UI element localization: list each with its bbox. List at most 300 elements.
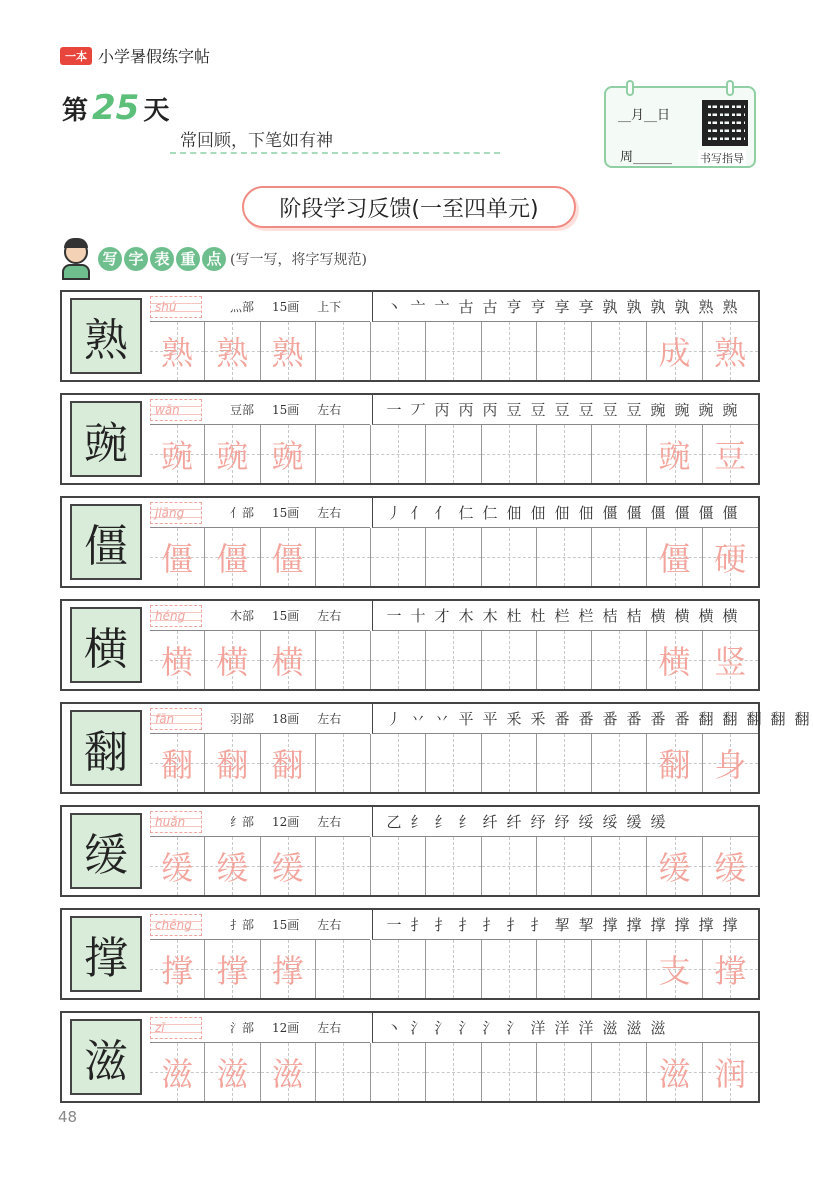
- writing-cell[interactable]: [703, 528, 758, 586]
- stroke-step: 佃: [578, 504, 594, 522]
- stroke-step: 享: [578, 298, 594, 316]
- stroke-step: 僵: [650, 504, 666, 522]
- writing-cell[interactable]: [150, 528, 205, 586]
- page-number: 48: [58, 1108, 78, 1126]
- trace-char: 熟: [271, 334, 304, 372]
- stroke-step: 丶: [386, 298, 402, 316]
- writing-cell[interactable]: [647, 528, 702, 586]
- writing-cell[interactable]: [426, 837, 481, 895]
- writing-cell[interactable]: [592, 940, 647, 998]
- stroke-step: 撑: [674, 916, 690, 934]
- qr-label: 书写指导: [700, 152, 744, 165]
- writing-cell[interactable]: [703, 322, 758, 380]
- writing-grid: [150, 425, 758, 483]
- char-meta: [230, 298, 341, 315]
- writing-grid: [150, 837, 758, 895]
- stroke-step: 横: [698, 607, 714, 625]
- writing-grid: [150, 528, 758, 586]
- writing-cell[interactable]: [205, 837, 260, 895]
- structure: 左右: [317, 506, 342, 520]
- stroke-step: 绥: [602, 813, 618, 831]
- writing-cell[interactable]: [703, 1043, 758, 1101]
- writing-cell[interactable]: [426, 528, 481, 586]
- stroke-step: 纾: [530, 813, 546, 831]
- writing-cell[interactable]: [261, 528, 316, 586]
- stroke-step: 僵: [626, 504, 642, 522]
- stroke-count: 12画: [272, 1021, 300, 1035]
- stroke-order: [372, 1013, 758, 1043]
- stroke-step: 僵: [722, 504, 738, 522]
- writing-grid: [150, 734, 758, 792]
- writing-cell[interactable]: [316, 1043, 371, 1101]
- stroke-step: 豆: [578, 401, 594, 419]
- char-meta: [230, 504, 341, 521]
- writing-cell[interactable]: [150, 837, 205, 895]
- writing-cell[interactable]: [482, 631, 537, 689]
- writing-grid: [150, 322, 758, 380]
- word-char: 身: [714, 746, 747, 784]
- subheader-title: [98, 247, 226, 271]
- trace-char: 豌: [161, 437, 194, 475]
- stroke-step: 豆: [554, 401, 570, 419]
- stroke-step: 纤: [506, 813, 522, 831]
- stroke-step: 僵: [674, 504, 690, 522]
- writing-cell[interactable]: [703, 940, 758, 998]
- writing-cell[interactable]: [371, 425, 426, 483]
- stroke-order: [372, 498, 758, 528]
- writing-cell[interactable]: [205, 1043, 260, 1101]
- stroke-step: 熟: [698, 298, 714, 316]
- stroke-step: 栏: [554, 607, 570, 625]
- model-char: 豌: [70, 401, 142, 477]
- writing-cell[interactable]: [205, 940, 260, 998]
- stroke-step: 氵: [482, 1019, 498, 1037]
- stroke-count: 15画: [272, 300, 300, 314]
- model-char: 横: [70, 607, 142, 683]
- stroke-step: 氵: [410, 1019, 426, 1037]
- stroke-step: 纤: [482, 813, 498, 831]
- stroke-step: 横: [674, 607, 690, 625]
- stroke-step: 桔: [626, 607, 642, 625]
- writing-cell[interactable]: [150, 940, 205, 998]
- word-char: 撑: [714, 952, 747, 990]
- radical: 灬部: [230, 300, 255, 314]
- stroke-step: 扌: [482, 916, 498, 934]
- char-info: [150, 292, 370, 322]
- stroke-step: 翻: [770, 710, 786, 728]
- writing-cell[interactable]: [150, 322, 205, 380]
- writing-cell[interactable]: [482, 322, 537, 380]
- word-char: 熟: [714, 334, 747, 372]
- stroke-step: 缓: [650, 813, 666, 831]
- trace-char: 缓: [271, 849, 304, 887]
- stroke-step: 亠: [410, 298, 426, 316]
- word-char: 缓: [714, 849, 747, 887]
- writing-cell[interactable]: [205, 322, 260, 380]
- practice-row: [60, 290, 760, 382]
- stroke-step: 釆: [506, 710, 522, 728]
- word-char: 滋: [658, 1055, 691, 1093]
- subheader-char: 重: [176, 247, 200, 271]
- writing-cell[interactable]: [316, 425, 371, 483]
- stroke-order: [372, 395, 758, 425]
- radical: 羽部: [230, 712, 255, 726]
- trace-char: 缓: [216, 849, 249, 887]
- stroke-step: 番: [554, 710, 570, 728]
- subheader: [58, 238, 367, 280]
- stroke-step: 氵: [458, 1019, 474, 1037]
- writing-cell[interactable]: [205, 631, 260, 689]
- stroke-step: 缓: [626, 813, 642, 831]
- subheader-char: 点: [202, 247, 226, 271]
- model-char: 滋: [70, 1019, 142, 1095]
- writing-cell[interactable]: [371, 322, 426, 380]
- writing-cell[interactable]: [371, 631, 426, 689]
- stroke-step: 熟: [722, 298, 738, 316]
- stroke-step: 豆: [506, 401, 522, 419]
- stroke-step: 番: [650, 710, 666, 728]
- writing-cell[interactable]: [316, 837, 371, 895]
- char-meta: [230, 916, 341, 933]
- stroke-step: 豌: [674, 401, 690, 419]
- writing-cell[interactable]: [316, 322, 371, 380]
- stroke-order: [372, 910, 758, 940]
- structure: 左右: [317, 918, 342, 932]
- stroke-step: 翻: [746, 710, 762, 728]
- stroke-step: 平: [482, 710, 498, 728]
- writing-cell[interactable]: [482, 528, 537, 586]
- stroke-order: [372, 601, 758, 631]
- writing-cell[interactable]: [316, 528, 371, 586]
- motto-underline: [170, 152, 500, 154]
- writing-cell[interactable]: [537, 425, 592, 483]
- writing-cell[interactable]: [647, 631, 702, 689]
- pinyin: huǎn: [150, 811, 202, 833]
- subheader-char: 写: [98, 247, 122, 271]
- ring-icon: [626, 80, 634, 96]
- date-field[interactable]: __月__日: [618, 108, 671, 123]
- trace-char: 滋: [161, 1055, 194, 1093]
- stroke-step: 僵: [602, 504, 618, 522]
- trace-char: 撑: [216, 952, 249, 990]
- stroke-step: 亻: [434, 504, 450, 522]
- writing-cell[interactable]: [482, 1043, 537, 1101]
- writing-cell[interactable]: [261, 837, 316, 895]
- word-char: 僵: [658, 540, 691, 578]
- stroke-step: 撑: [722, 916, 738, 934]
- writing-cell[interactable]: [482, 940, 537, 998]
- stroke-count: 15画: [272, 609, 300, 623]
- writing-cell[interactable]: [703, 837, 758, 895]
- word-char: 豆: [714, 437, 747, 475]
- stroke-step: 杜: [506, 607, 522, 625]
- writing-cell[interactable]: [592, 631, 647, 689]
- writing-grid: [150, 631, 758, 689]
- writing-cell[interactable]: [316, 940, 371, 998]
- writing-cell[interactable]: [537, 1043, 592, 1101]
- stroke-step: 丙: [482, 401, 498, 419]
- writing-cell[interactable]: [537, 837, 592, 895]
- writing-cell[interactable]: [150, 631, 205, 689]
- stroke-step: 氵: [434, 1019, 450, 1037]
- trace-char: 滋: [216, 1055, 249, 1093]
- radical: 纟部: [230, 815, 255, 829]
- writing-cell[interactable]: [316, 631, 371, 689]
- radical: 亻部: [230, 506, 255, 520]
- writing-cell[interactable]: [647, 322, 702, 380]
- word-char: 豌: [658, 437, 691, 475]
- trace-char: 豌: [216, 437, 249, 475]
- writing-cell[interactable]: [205, 425, 260, 483]
- writing-cell[interactable]: [371, 734, 426, 792]
- stroke-step: 横: [650, 607, 666, 625]
- stroke-step: 洋: [530, 1019, 546, 1037]
- ring-icon: [726, 80, 734, 96]
- stroke-step: 平: [458, 710, 474, 728]
- stroke-order: [372, 292, 758, 322]
- stroke-step: 孰: [626, 298, 642, 316]
- word-char: 竖: [714, 643, 747, 681]
- writing-cell[interactable]: [261, 734, 316, 792]
- trace-char: 熟: [216, 334, 249, 372]
- stroke-step: 亨: [506, 298, 522, 316]
- book-header: [60, 44, 210, 67]
- writing-cell[interactable]: [371, 837, 426, 895]
- stroke-step: 丙: [434, 401, 450, 419]
- stroke-step: 才: [434, 607, 450, 625]
- structure: 左右: [317, 1021, 342, 1035]
- writing-cell[interactable]: [647, 837, 702, 895]
- writing-cell[interactable]: [592, 425, 647, 483]
- stroke-count: 15画: [272, 506, 300, 520]
- stroke-step: 豆: [530, 401, 546, 419]
- stroke-step: 纟: [410, 813, 426, 831]
- trace-char: 僵: [271, 540, 304, 578]
- writing-cell[interactable]: [261, 425, 316, 483]
- stroke-step: 滋: [650, 1019, 666, 1037]
- stroke-step: 古: [458, 298, 474, 316]
- char-info: [150, 910, 370, 940]
- writing-cell[interactable]: [150, 734, 205, 792]
- writing-cell[interactable]: [150, 425, 205, 483]
- stroke-step: 亠: [434, 298, 450, 316]
- char-info: [150, 1013, 370, 1043]
- stroke-step: 撑: [698, 916, 714, 934]
- writing-cell[interactable]: [482, 837, 537, 895]
- stroke-step: 乙: [386, 813, 402, 831]
- qr-code-icon[interactable]: [702, 100, 748, 146]
- stroke-step: 豌: [650, 401, 666, 419]
- stroke-step: 豌: [722, 401, 738, 419]
- stroke-step: 一: [386, 401, 402, 419]
- writing-cell[interactable]: [647, 425, 702, 483]
- trace-char: 撑: [161, 952, 194, 990]
- writing-cell[interactable]: [482, 425, 537, 483]
- char-meta: [230, 1019, 341, 1036]
- stroke-step: 洋: [578, 1019, 594, 1037]
- stroke-step: 十: [410, 607, 426, 625]
- stroke-step: 享: [554, 298, 570, 316]
- stroke-step: 一: [386, 607, 402, 625]
- stroke-step: 绥: [578, 813, 594, 831]
- section-title: 阶段学习反馈(一至四单元): [242, 186, 576, 228]
- stroke-step: 撑: [602, 916, 618, 934]
- stroke-step: 仁: [482, 504, 498, 522]
- stroke-step: 亻: [410, 504, 426, 522]
- stroke-step: 仁: [458, 504, 474, 522]
- writing-cell[interactable]: [205, 528, 260, 586]
- stroke-step: 番: [578, 710, 594, 728]
- model-char: 撑: [70, 916, 142, 992]
- stroke-step: 番: [626, 710, 642, 728]
- writing-cell[interactable]: [592, 528, 647, 586]
- char-meta: [230, 813, 341, 830]
- model-char: 缓: [70, 813, 142, 889]
- practice-row: [60, 599, 760, 691]
- stroke-step: 豆: [602, 401, 618, 419]
- writing-cell[interactable]: [426, 322, 481, 380]
- char-info: [150, 498, 370, 528]
- stroke-step: 佃: [506, 504, 522, 522]
- word-char: 缓: [658, 849, 691, 887]
- practice-row: [60, 1011, 760, 1103]
- stroke-order: [372, 704, 810, 734]
- stroke-step: 挈: [578, 916, 594, 934]
- pinyin: fān: [150, 708, 202, 730]
- subheader-char: 字: [124, 247, 148, 271]
- structure: 上下: [317, 300, 342, 314]
- stroke-step: 亨: [530, 298, 546, 316]
- stroke-step: 番: [674, 710, 690, 728]
- trace-char: 翻: [161, 746, 194, 784]
- writing-cell[interactable]: [371, 1043, 426, 1101]
- stroke-step: 豆: [626, 401, 642, 419]
- writing-cell[interactable]: [261, 1043, 316, 1101]
- writing-cell[interactable]: [371, 940, 426, 998]
- stroke-step: 孰: [674, 298, 690, 316]
- writing-cell[interactable]: [316, 734, 371, 792]
- kid-mascot-icon: [58, 238, 94, 280]
- writing-cell[interactable]: [261, 940, 316, 998]
- structure: 左右: [317, 712, 342, 726]
- stroke-step: 一: [386, 916, 402, 934]
- writing-cell[interactable]: [592, 1043, 647, 1101]
- stroke-step: 孰: [650, 298, 666, 316]
- stroke-step: 丷: [434, 710, 450, 728]
- stroke-step: 滋: [602, 1019, 618, 1037]
- writing-cell[interactable]: [537, 528, 592, 586]
- pinyin: shú: [150, 296, 202, 318]
- writing-cell[interactable]: [537, 940, 592, 998]
- stroke-step: 纾: [554, 813, 570, 831]
- word-char: 成: [658, 334, 691, 372]
- day-suffix: 天: [143, 96, 170, 126]
- writing-cell[interactable]: [482, 734, 537, 792]
- stroke-step: 豌: [698, 401, 714, 419]
- word-char: 润: [714, 1055, 747, 1093]
- writing-cell[interactable]: [426, 940, 481, 998]
- writing-cell[interactable]: [150, 1043, 205, 1101]
- motto: 常回顾，下笔如有神: [180, 131, 333, 151]
- writing-cell[interactable]: [592, 322, 647, 380]
- stroke-order: [372, 807, 758, 837]
- writing-grid: [150, 940, 758, 998]
- writing-cell[interactable]: [647, 734, 702, 792]
- model-char: 翻: [70, 710, 142, 786]
- trace-char: 熟: [161, 334, 194, 372]
- stroke-count: 18画: [272, 712, 300, 726]
- char-info: [150, 601, 370, 631]
- writing-cell[interactable]: [537, 322, 592, 380]
- writing-cell[interactable]: [703, 631, 758, 689]
- writing-cell[interactable]: [261, 631, 316, 689]
- trace-char: 横: [271, 643, 304, 681]
- week-field[interactable]: 周______: [620, 150, 673, 165]
- stroke-step: 挈: [554, 916, 570, 934]
- char-meta: [230, 710, 341, 727]
- stroke-step: 扌: [458, 916, 474, 934]
- writing-cell[interactable]: [426, 425, 481, 483]
- radical: 豆部: [230, 403, 255, 417]
- writing-cell[interactable]: [703, 425, 758, 483]
- writing-cell[interactable]: [537, 734, 592, 792]
- pinyin: chēng: [150, 914, 202, 936]
- trace-char: 滋: [271, 1055, 304, 1093]
- stroke-step: 栏: [578, 607, 594, 625]
- trace-char: 撑: [271, 952, 304, 990]
- structure: 左右: [317, 815, 342, 829]
- stroke-step: 丆: [410, 401, 426, 419]
- writing-cell[interactable]: [426, 631, 481, 689]
- stroke-step: 番: [602, 710, 618, 728]
- stroke-step: 孰: [602, 298, 618, 316]
- writing-cell[interactable]: [261, 322, 316, 380]
- writing-cell[interactable]: [371, 528, 426, 586]
- trace-char: 翻: [216, 746, 249, 784]
- char-info: [150, 704, 370, 734]
- stroke-step: 扌: [506, 916, 522, 934]
- model-char: 僵: [70, 504, 142, 580]
- stroke-step: 丿: [386, 710, 402, 728]
- structure: 左右: [317, 403, 342, 417]
- writing-cell[interactable]: [426, 734, 481, 792]
- stroke-step: 丶: [386, 1019, 402, 1037]
- stroke-step: 佃: [554, 504, 570, 522]
- stroke-step: 扌: [434, 916, 450, 934]
- brand-badge: 一本: [60, 47, 92, 65]
- stroke-step: 翻: [722, 710, 738, 728]
- writing-cell[interactable]: [592, 734, 647, 792]
- stroke-step: 僵: [698, 504, 714, 522]
- writing-cell[interactable]: [592, 837, 647, 895]
- char-meta: [230, 401, 341, 418]
- writing-cell[interactable]: [647, 1043, 702, 1101]
- practice-row: [60, 805, 760, 897]
- model-char: 熟: [70, 298, 142, 374]
- writing-cell[interactable]: [647, 940, 702, 998]
- writing-cell[interactable]: [537, 631, 592, 689]
- stroke-step: 杜: [530, 607, 546, 625]
- practice-rows: [60, 290, 810, 1114]
- writing-cell[interactable]: [205, 734, 260, 792]
- radical: 氵部: [230, 1021, 255, 1035]
- writing-cell[interactable]: [703, 734, 758, 792]
- writing-cell[interactable]: [426, 1043, 481, 1101]
- practice-row: [60, 496, 760, 588]
- day-number: 25: [92, 88, 140, 128]
- stroke-step: 木: [458, 607, 474, 625]
- pinyin: zī: [150, 1017, 202, 1039]
